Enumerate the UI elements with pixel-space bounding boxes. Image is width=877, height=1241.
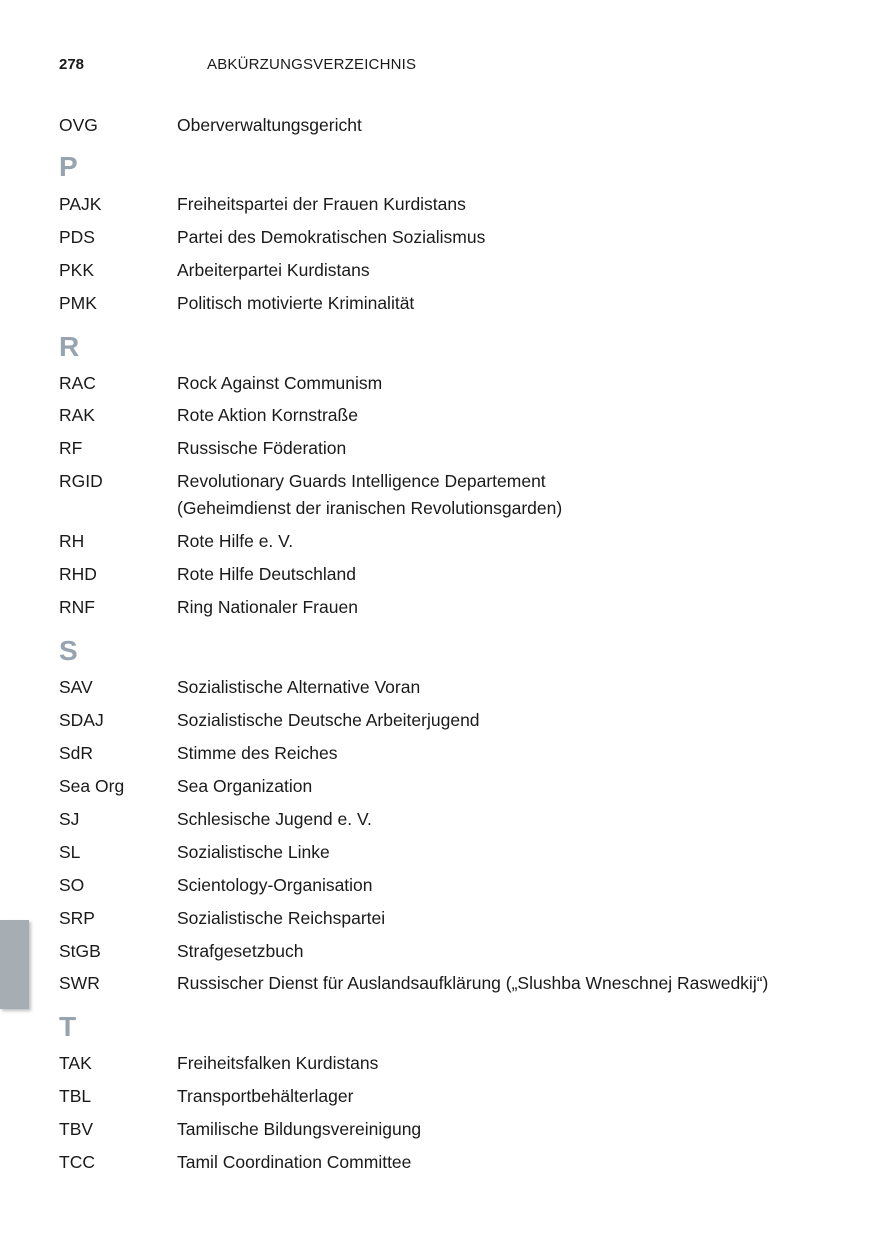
abbreviation: SRP <box>59 908 95 928</box>
abbreviation: RAC <box>59 373 96 393</box>
definition: Oberverwaltungsgericht <box>177 115 362 135</box>
abbreviation: RHD <box>59 564 97 584</box>
abbreviation: RF <box>59 438 83 458</box>
definition: Tamilische Bildungsvereinigung <box>177 1119 422 1139</box>
section-letter-r: R <box>59 331 80 362</box>
abbreviation: SAV <box>59 677 93 697</box>
abbreviation: SO <box>59 875 85 895</box>
definition: Tamil Coordination Committee <box>177 1152 412 1172</box>
page-number: 278 <box>59 56 85 73</box>
definition: Stimme des Reiches <box>177 743 338 763</box>
definition: Revolutionary Guards Intelligence Departement <box>177 471 546 491</box>
abbreviation: Sea Org <box>59 776 125 796</box>
definition: Sozialistische Reichspartei <box>177 908 386 928</box>
definition: Sozialistische Deutsche Arbeiterjugend <box>177 710 480 730</box>
abbreviation: RAK <box>59 405 95 425</box>
abbreviation: SJ <box>59 809 80 829</box>
definition: Ring Nationaler Frauen <box>177 597 358 617</box>
abbreviation: TAK <box>59 1053 92 1073</box>
definition: Russische Föderation <box>177 438 347 458</box>
abbreviation: SDAJ <box>59 710 104 730</box>
section-letter-s: S <box>59 635 78 666</box>
definition: Schlesische Jugend e. V. <box>177 809 372 829</box>
side-thumb-tab <box>0 920 29 1009</box>
definition: Transportbehälterlager <box>177 1086 354 1106</box>
abbreviation: StGB <box>59 941 101 961</box>
running-title: ABKÜRZUNGSVERZEICHNIS <box>207 56 417 73</box>
abbreviation: SL <box>59 842 81 862</box>
abbreviation: RGID <box>59 471 103 491</box>
definition: Rote Aktion Kornstraße <box>177 405 358 425</box>
definition: Sozialistische Linke <box>177 842 330 862</box>
definition: Freiheitspartei der Frauen Kurdistans <box>177 194 466 214</box>
definition-continuation: (Geheimdienst der iranischen Revolutionsgarden) <box>177 498 563 518</box>
definition: Partei des Demokratischen Sozialismus <box>177 227 486 247</box>
definition: Arbeiterpartei Kurdistans <box>177 260 370 280</box>
abbreviation: TBL <box>59 1086 92 1106</box>
abbreviation: PDS <box>59 227 95 247</box>
definition: Rote Hilfe e. V. <box>177 531 294 551</box>
definition: Sozialistische Alternative Voran <box>177 677 421 697</box>
abbreviation: SdR <box>59 743 94 763</box>
abbreviation: TCC <box>59 1152 95 1172</box>
abbreviation: PMK <box>59 293 97 313</box>
abbreviation: RNF <box>59 597 95 617</box>
definition: Russischer Dienst für Auslandsaufklärung („Slushba Wneschnej Raswedkij“) <box>177 973 769 993</box>
definition: Politisch motivierte Kriminalität <box>177 293 415 313</box>
abbreviation: PKK <box>59 260 95 280</box>
abbreviation: TBV <box>59 1119 94 1139</box>
abbreviation: OVG <box>59 115 98 135</box>
definition: Scientology-Organisation <box>177 875 373 895</box>
abbreviation: RH <box>59 531 85 551</box>
abbreviation: PAJK <box>59 194 102 214</box>
section-letter-t: T <box>59 1011 77 1042</box>
definition: Freiheitsfalken Kurdistans <box>177 1053 379 1073</box>
definition: Rote Hilfe Deutschland <box>177 564 356 584</box>
definition: Sea Organization <box>177 776 313 796</box>
definition: Rock Against Communism <box>177 373 383 393</box>
definition: Strafgesetzbuch <box>177 941 304 961</box>
section-letter-p: P <box>59 151 78 182</box>
abbreviation: SWR <box>59 973 100 993</box>
